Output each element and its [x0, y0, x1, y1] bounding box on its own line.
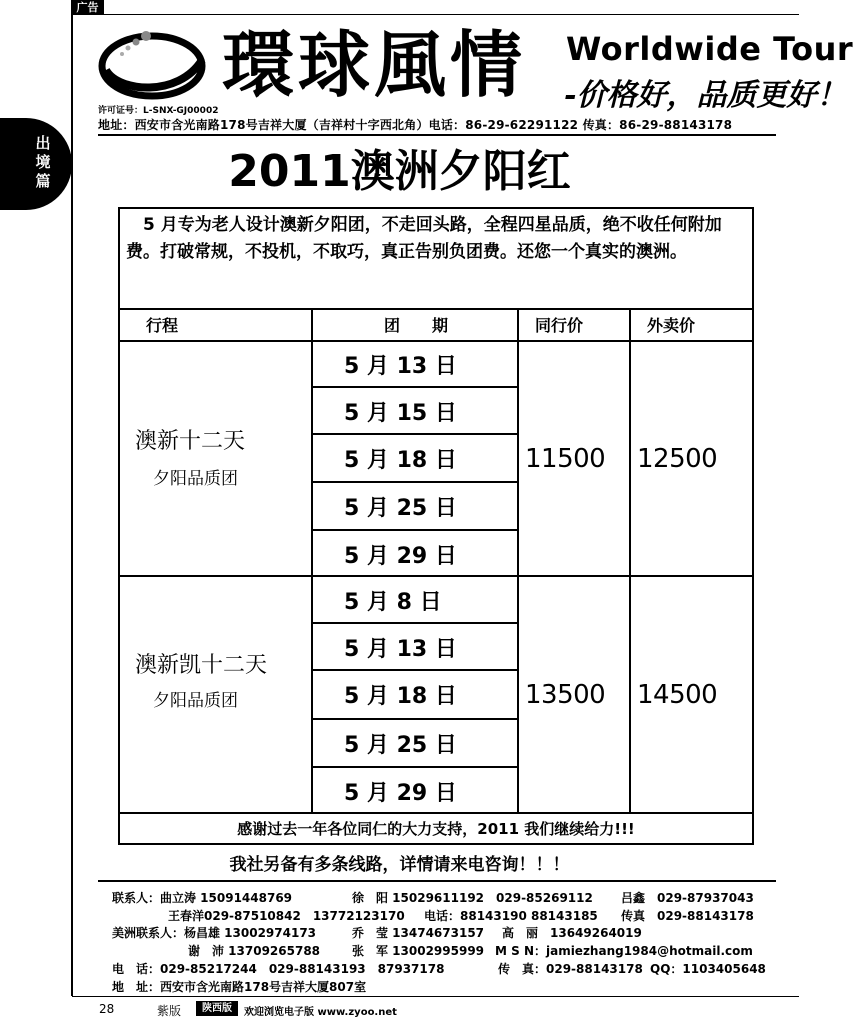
contact-line: 电 话：029-85217244 029-88143193 87937178: [112, 962, 445, 976]
intro-paragraph: 5 月专为老人设计澳新夕阳团，不走回头路，全程四星品质，绝不收任何附加费。打破常规，不投机，不取巧，真正告别负团费。还您一个真实的澳洲。: [126, 215, 722, 262]
departure-date: 5 月 8 日: [344, 590, 442, 615]
table-rule: [629, 308, 631, 812]
header-route: 行程: [146, 316, 179, 335]
brand-name-en: Worldwide Tour: [566, 30, 853, 68]
more-routes-note: 我社另备有多条线路，详情请来电咨询！！！: [229, 855, 570, 875]
table-rule: [311, 622, 517, 624]
departure-date: 5 月 18 日: [344, 448, 457, 473]
retail-price: 12500: [637, 444, 718, 474]
table-rule: [118, 340, 754, 342]
contact-line: 吕鑫 029-87937043: [621, 891, 754, 905]
departure-date: 5 月 18 日: [344, 684, 457, 709]
section-tab-label: 出境篇: [35, 134, 51, 190]
page-number: 28: [99, 1002, 115, 1016]
contact-line: 谢 沛 13709265788: [188, 944, 321, 958]
license-number: 许可证号：L-SNX-GJ00002: [98, 106, 219, 116]
contacts-divider: [98, 880, 776, 882]
edition-badge: 陕西版: [196, 1001, 238, 1016]
contact-line: 徐 阳 15029611192 029-85269112: [352, 891, 593, 905]
contact-line: 传真 029-88143178: [621, 909, 754, 923]
table-rule: [118, 308, 754, 310]
brand-slogan: -价格好，品质更好！: [564, 78, 847, 113]
thanks-note: 感谢过去一年各位同仁的大力支持，2011 我们继续给力!!!: [237, 820, 635, 838]
header-trade-price: 同行价: [535, 316, 584, 335]
brand-name-cn: 環球風情: [222, 23, 527, 107]
contact-line: 传 真：029-88143178: [498, 962, 643, 976]
header-dates: 团 期: [384, 316, 449, 335]
departure-date: 5 月 25 日: [344, 733, 457, 758]
table-rule: [311, 386, 517, 388]
retail-price: 14500: [637, 680, 718, 710]
departure-date: 5 月 13 日: [344, 637, 457, 662]
departure-date: 5 月 29 日: [344, 781, 457, 806]
ad-tag: 广告: [71, 0, 104, 15]
page-title: 2011澳洲夕阳红: [228, 146, 571, 197]
table-rule: [517, 308, 519, 812]
contact-line: 美洲联系人：杨昌雄 13002974173: [112, 926, 317, 940]
page-top-rule: [71, 14, 799, 15]
departure-date: 5 月 13 日: [344, 354, 457, 379]
company-address: 地址：西安市含光南路178号吉祥大厦（吉祥村十字西北角）电话：86-29-62291122 传真：86-29-88143178: [98, 118, 733, 132]
table-rule: [311, 766, 517, 768]
trade-price: 13500: [525, 680, 606, 710]
contact-line: 张 军 13002995999: [352, 944, 485, 958]
contact-line: 王春洋029-87510842 13772123170: [168, 909, 405, 923]
header-divider: [98, 134, 776, 136]
departure-date: 5 月 15 日: [344, 401, 457, 426]
table-rule: [311, 669, 517, 671]
table-rule: [311, 481, 517, 483]
contact-line: 高 丽 13649264019: [502, 926, 642, 940]
departure-date: 5 月 25 日: [344, 496, 457, 521]
table-rule: [118, 812, 754, 814]
route-subtitle: 夕阳品质团: [153, 691, 238, 711]
edition-label: 紫版: [157, 1004, 182, 1018]
departure-date: 5 月 29 日: [344, 544, 457, 569]
table-rule: [118, 575, 754, 577]
header-retail-price: 外卖价: [647, 316, 696, 335]
table-rule: [311, 308, 313, 812]
route-subtitle: 夕阳品质团: [153, 469, 238, 489]
footer-rule: [72, 996, 799, 997]
contact-line: M S N：jamiezhang1984@hotmail.com: [495, 944, 753, 958]
contact-line: 乔 莹 13474673157: [352, 926, 485, 940]
route-name: 澳新十二天: [135, 429, 246, 454]
contact-line: QQ：1103405648: [650, 962, 766, 976]
website-link[interactable]: 欢迎浏览电子版 www.zyoo.net: [244, 1007, 397, 1018]
table-rule: [311, 433, 517, 435]
route-name: 澳新凯十二天: [135, 653, 268, 678]
contact-line: 联系人：曲立涛 15091448769: [112, 891, 293, 905]
trade-price: 11500: [525, 444, 606, 474]
contact-line: 电话：88143190 88143185: [424, 909, 598, 923]
globe-logo-icon: [98, 26, 206, 102]
table-rule: [311, 718, 517, 720]
table-rule: [311, 529, 517, 531]
contact-line: 地 址：西安市含光南路178号吉祥大厦807室: [112, 980, 367, 994]
